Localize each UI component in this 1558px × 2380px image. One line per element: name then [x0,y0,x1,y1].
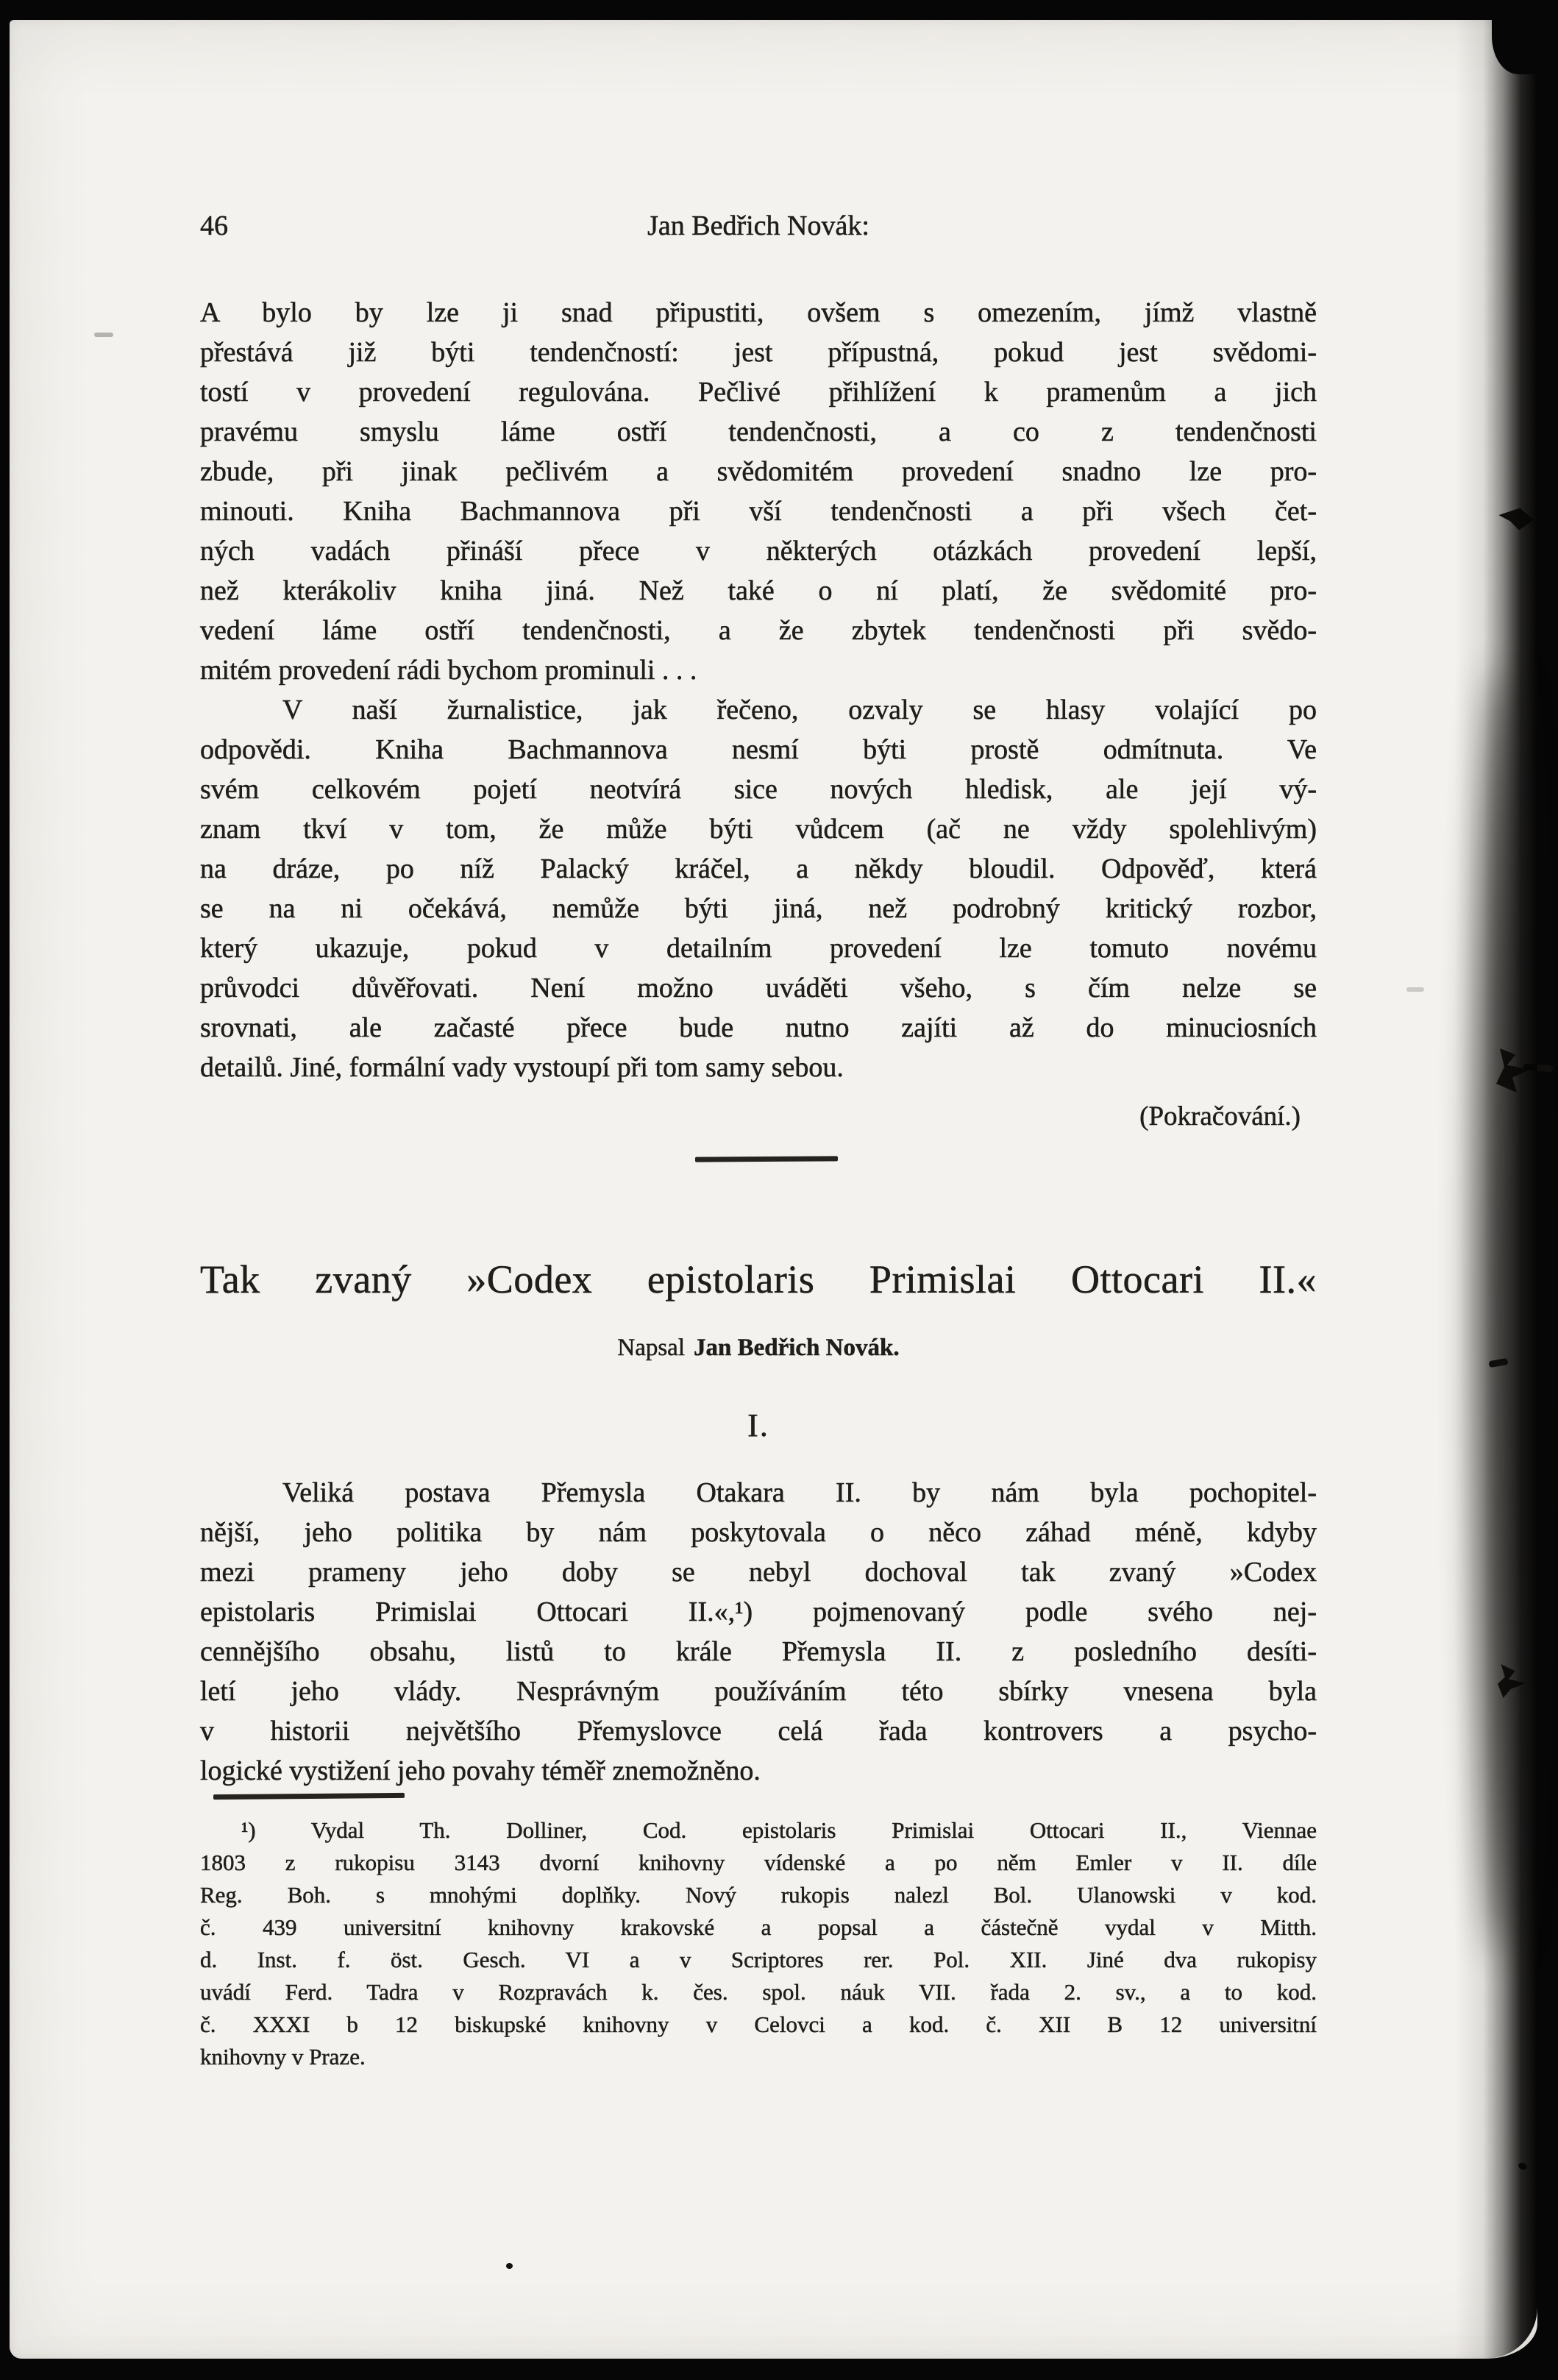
page-number: 46 [200,210,228,241]
text-line: odpovědi. Kniha Bachmannova nesmí býti prostě odmítnuta. Ve [200,734,1317,765]
scan-gutter-shadow [1455,20,1537,2359]
text-line: mezi prameny jeho doby se nebyl dochoval tak zvaný »Codex [200,1557,1317,1588]
continuation-note: (Pokračování.) [1139,1101,1301,1132]
article-opening-paragraph [200,1473,1317,1791]
continuation-paragraph [200,293,1317,690]
footnote-paragraph [200,1814,1317,2073]
text-line: vedení láme ostří tendenčnosti, a že zbytek tendenčnosti při svědo- [200,615,1317,646]
text-line: A bylo by lze ji snad připustiti, ovšem s omezením, jímž vlastně [200,297,1317,328]
text-line: zbude, při jinak pečlivém a svědomitém provedení snadno lze pro- [200,456,1317,487]
text-line: ¹) Vydal Th. Dolliner, Cod. epistolaris Primislai Ottocari II., Viennae [241,1817,1317,1843]
text-line: d. Inst. f. öst. Gesch. VI a v Scriptores rer. Pol. XII. Jiné dva rukopisy [200,1947,1317,1972]
text-line: knihovny v Praze. [200,2044,366,2070]
text-line: minouti. Kniha Bachmannova při vší tendenčnosti a při všech čet- [200,496,1317,527]
text-line: srovnati, ale začasté přece bude nutno zajíti až do minuciosních [200,1012,1317,1043]
byline-author: Jan Bedřich Novák. [694,1335,900,1361]
ink-speck-bottom [506,2263,513,2269]
text-line: nější, jeho politika by nám poskytovala o něco záhad méně, kdyby [200,1517,1317,1548]
text-line: v historii největšího Přemyslovce celá řada kontrovers a psycho- [200,1716,1317,1747]
footnote-rule [213,1793,405,1800]
text-line: mitém provedení rádi bychom prominuli . . . [200,655,697,686]
text-line: logické vystižení jeho povahy téměř znemožněno. [200,1755,761,1786]
book-page [10,20,1537,2359]
ink-smudge-left [94,333,113,337]
text-line: epistolaris Primislai Ottocari II.«,¹) pojmenovaný podle svého nej- [200,1596,1317,1627]
section-divider-rule [695,1156,838,1162]
text-line: 1803 z rukopisu 3143 dvorní knihovny vídenské a po něm Emler v II. díle [200,1850,1317,1875]
page-header [200,210,1317,244]
text-line: uvádí Ferd. Tadra v Rozpravách k. čes. spol. náuk VII. řada 2. sv., a to kod. [200,1979,1317,2005]
text-line: Veliká postava Přemysla Otakara II. by nám byla pochopitel- [282,1477,1317,1508]
text-line: letí jeho vlády. Nesprávným používáním této sbírky vnesena byla [200,1676,1317,1707]
text-line: č. XXXI b 12 biskupské knihovny v Celovci a kod. č. XII B 12 universitní [200,2011,1317,2037]
text-line: svém celkovém pojetí neotvírá sice nových hledisk, ale její vý- [200,774,1317,805]
text-line: tostí v provedení regulována. Pečlivé přihlížení k pramenům a jich [200,377,1317,408]
text-line: na dráze, po níž Palacký kráčel, a někdy bloudil. Odpověď, která [200,853,1317,884]
running-header: Jan Bedřich Novák: [647,210,869,241]
text-line: č. 439 universitní knihovny krakovské a popsal a částečně vydal v Mitth. [200,1914,1317,1940]
second-paragraph [200,690,1317,1087]
byline-prefix: Napsal [617,1335,685,1361]
article-end-text [200,293,1317,1137]
byline [200,1335,1317,1362]
text-line: který ukazuje, pokud v detailním provedení lze tomuto novému [200,933,1317,964]
text-line: detailů. Jiné, formální vady vystoupí při tom samy sebou. [200,1052,844,1083]
text-line: ných vadách přináší přece v některých otázkách provedení lepší, [200,536,1317,566]
text-line: se na ni očekává, nemůže býti jiná, než podrobný kritický rozbor, [200,893,1317,924]
text-line: V naší žurnalistice, jak řečeno, ozvaly se hlasy volající po [282,695,1317,725]
text-line: Reg. Boh. s mnohými doplňky. Nový rukopis nalezl Bol. Ulanowski v kod. [200,1882,1317,1908]
section-numeral: I. [747,1407,769,1443]
text-line: cennějšího obsahu, listů to krále Přemysla II. z posledního desíti- [200,1636,1317,1667]
text-line: přestává již býti tendenčností: jest přípustná, pokud jest svědomi- [200,337,1317,368]
text-line: pravému smyslu láme ostří tendenčnosti, a co z tendenčnosti [200,416,1317,447]
ink-smudge-mid [1406,987,1424,992]
article-title: Tak zvaný »Codex epistolaris Primislai Ottocari II.« [200,1257,1317,1301]
text-line: znam tkví v tom, že může býti vůdcem (ač ne vždy spolehlivým) [200,814,1317,845]
text-line: průvodci důvěřovati. Není možno uváděti všeho, s čím nelze se [200,973,1317,1003]
text-line: než kterákoliv kniha jiná. Než také o ní platí, že svědomité pro- [200,575,1317,606]
